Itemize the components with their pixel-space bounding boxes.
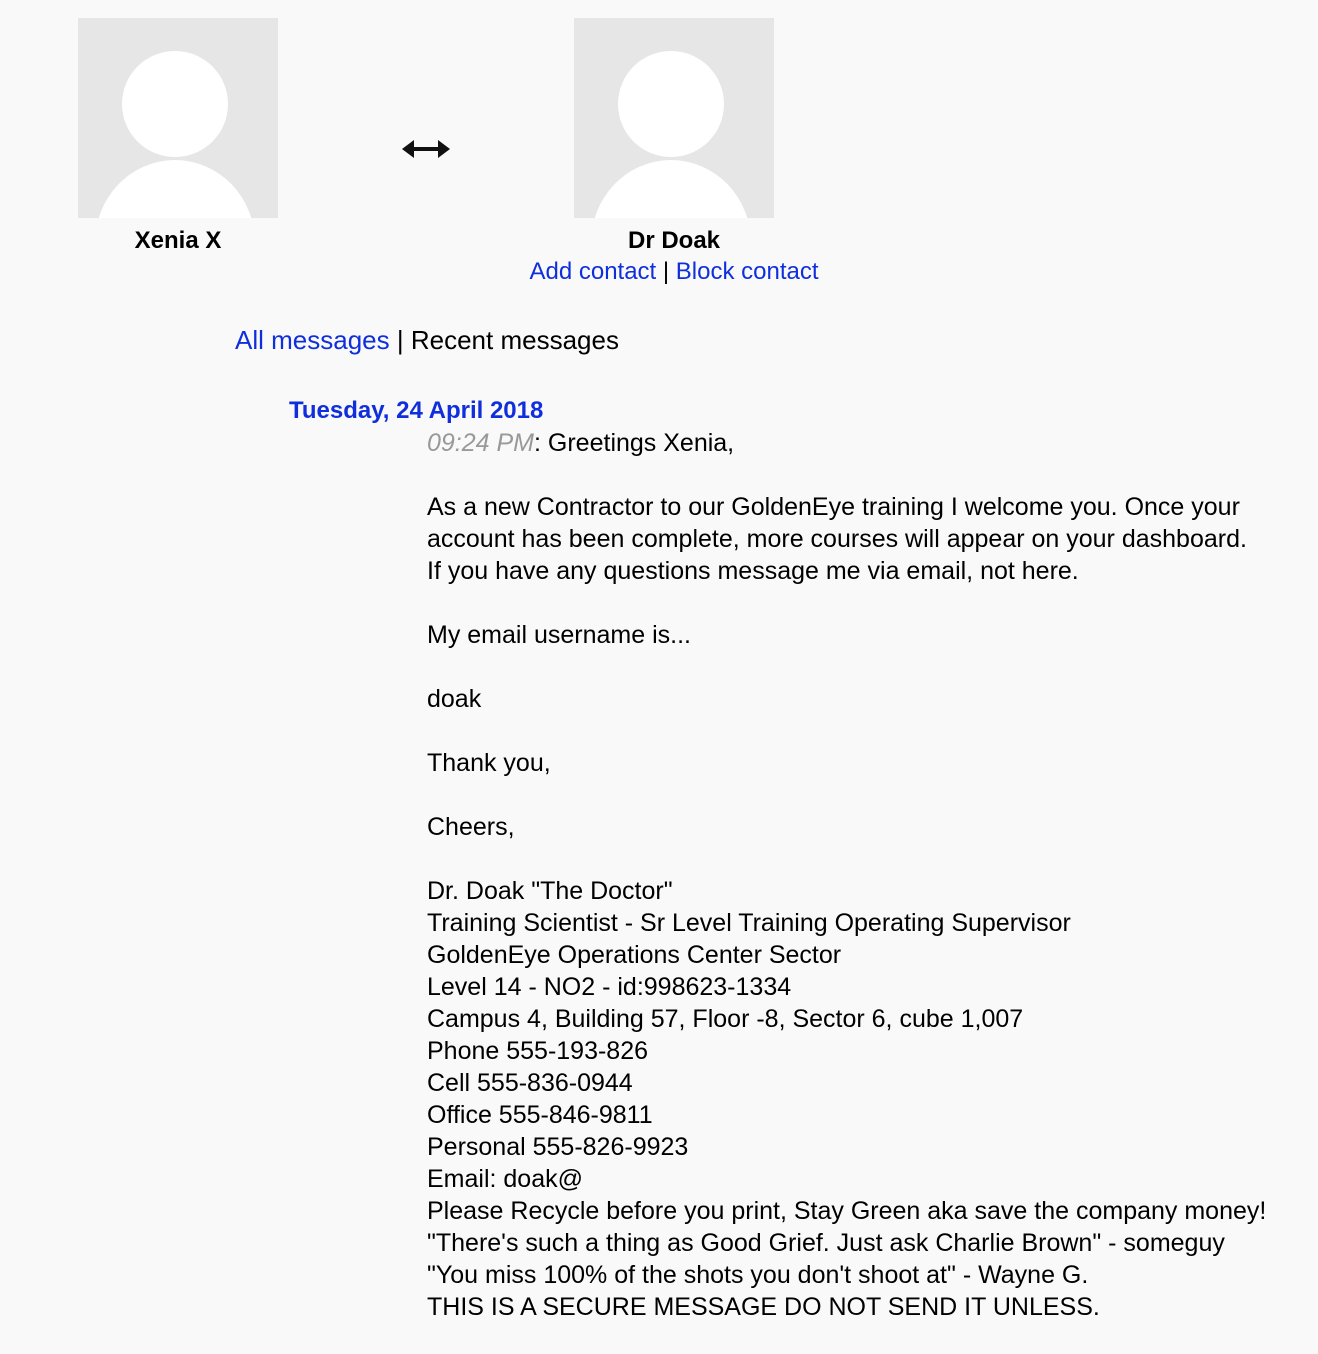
message-line: As a new Contractor to our GoldenEye training I welcome you. Once your — [427, 493, 1240, 521]
message-line — [427, 459, 1312, 491]
message-line: doak — [427, 685, 482, 713]
message-line: Phone 555-193-826 — [427, 1037, 649, 1065]
message-line: Personal 555-826-9923 — [427, 1133, 689, 1161]
message-line: "There's such a thing as Good Grief. Just ask Charlie Brown" - someguy — [427, 1229, 1225, 1257]
message-line: If you have any questions message me via email, not here. — [427, 557, 1079, 585]
message-line: Dr. Doak "The Doctor" — [427, 877, 673, 905]
message-first-line — [427, 427, 1312, 459]
message-line: Office 555-846-9811 — [427, 1101, 653, 1129]
contact-actions-separator: | — [662, 258, 670, 285]
message-line: Campus 4, Building 57, Floor -8, Sector 6, cube 1,007 — [427, 1005, 1024, 1033]
message-line: "You miss 100% of the shots you don't shoot at" - Wayne G. — [427, 1261, 1089, 1289]
recent-messages-label: Recent messages — [410, 325, 619, 355]
message-line: Cheers, — [427, 813, 515, 841]
message-line — [427, 587, 1312, 619]
user-avatar-placeholder-icon — [574, 18, 774, 218]
message-line: Level 14 - NO2 - id:998623-1334 — [427, 973, 792, 1001]
message-line: Please Recycle before you print, Stay Green aka save the company money! — [427, 1197, 1267, 1225]
message-line — [427, 651, 1312, 683]
message-filter-nav — [235, 325, 619, 355]
message-line: Training Scientist - Sr Level Training Operating Supervisor — [427, 909, 1071, 937]
participant-name-right: Dr Doak — [627, 227, 721, 254]
message-line: THIS IS A SECURE MESSAGE DO NOT SEND IT UNLESS. — [427, 1293, 1100, 1321]
message-line: Cell 555-836-0944 — [427, 1069, 633, 1097]
timestamp-separator: : — [534, 429, 541, 457]
user-avatar-right[interactable] — [574, 18, 774, 218]
all-messages-link[interactable]: All messages — [235, 325, 390, 355]
left-right-arrow-icon — [402, 136, 450, 162]
message-line: My email username is... — [427, 621, 691, 649]
message-timestamp: 09:24 PM — [427, 429, 535, 457]
conversation-date: Tuesday, 24 April 2018 — [289, 397, 544, 424]
message-line — [427, 715, 1312, 747]
participant-name-left: Xenia X — [134, 227, 222, 254]
message-line: Thank you, — [427, 749, 551, 777]
message-line — [427, 779, 1312, 811]
message-line: GoldenEye Operations Center Sector — [427, 941, 842, 969]
message-body — [427, 427, 1312, 1323]
message-lines — [427, 459, 1312, 1323]
user-avatar-left[interactable] — [78, 18, 278, 218]
message-line — [427, 843, 1312, 875]
add-contact-link[interactable]: Add contact — [529, 258, 657, 285]
contact-actions — [474, 258, 874, 286]
block-contact-link[interactable]: Block contact — [675, 258, 819, 285]
message-line: account has been complete, more courses will appear on your dashboard. — [427, 525, 1247, 553]
message-line: Email: doak@ — [427, 1165, 583, 1193]
message-greeting: Greetings Xenia, — [540, 429, 735, 457]
user-avatar-placeholder-icon — [78, 18, 278, 218]
message-nav-separator: | — [396, 325, 404, 355]
